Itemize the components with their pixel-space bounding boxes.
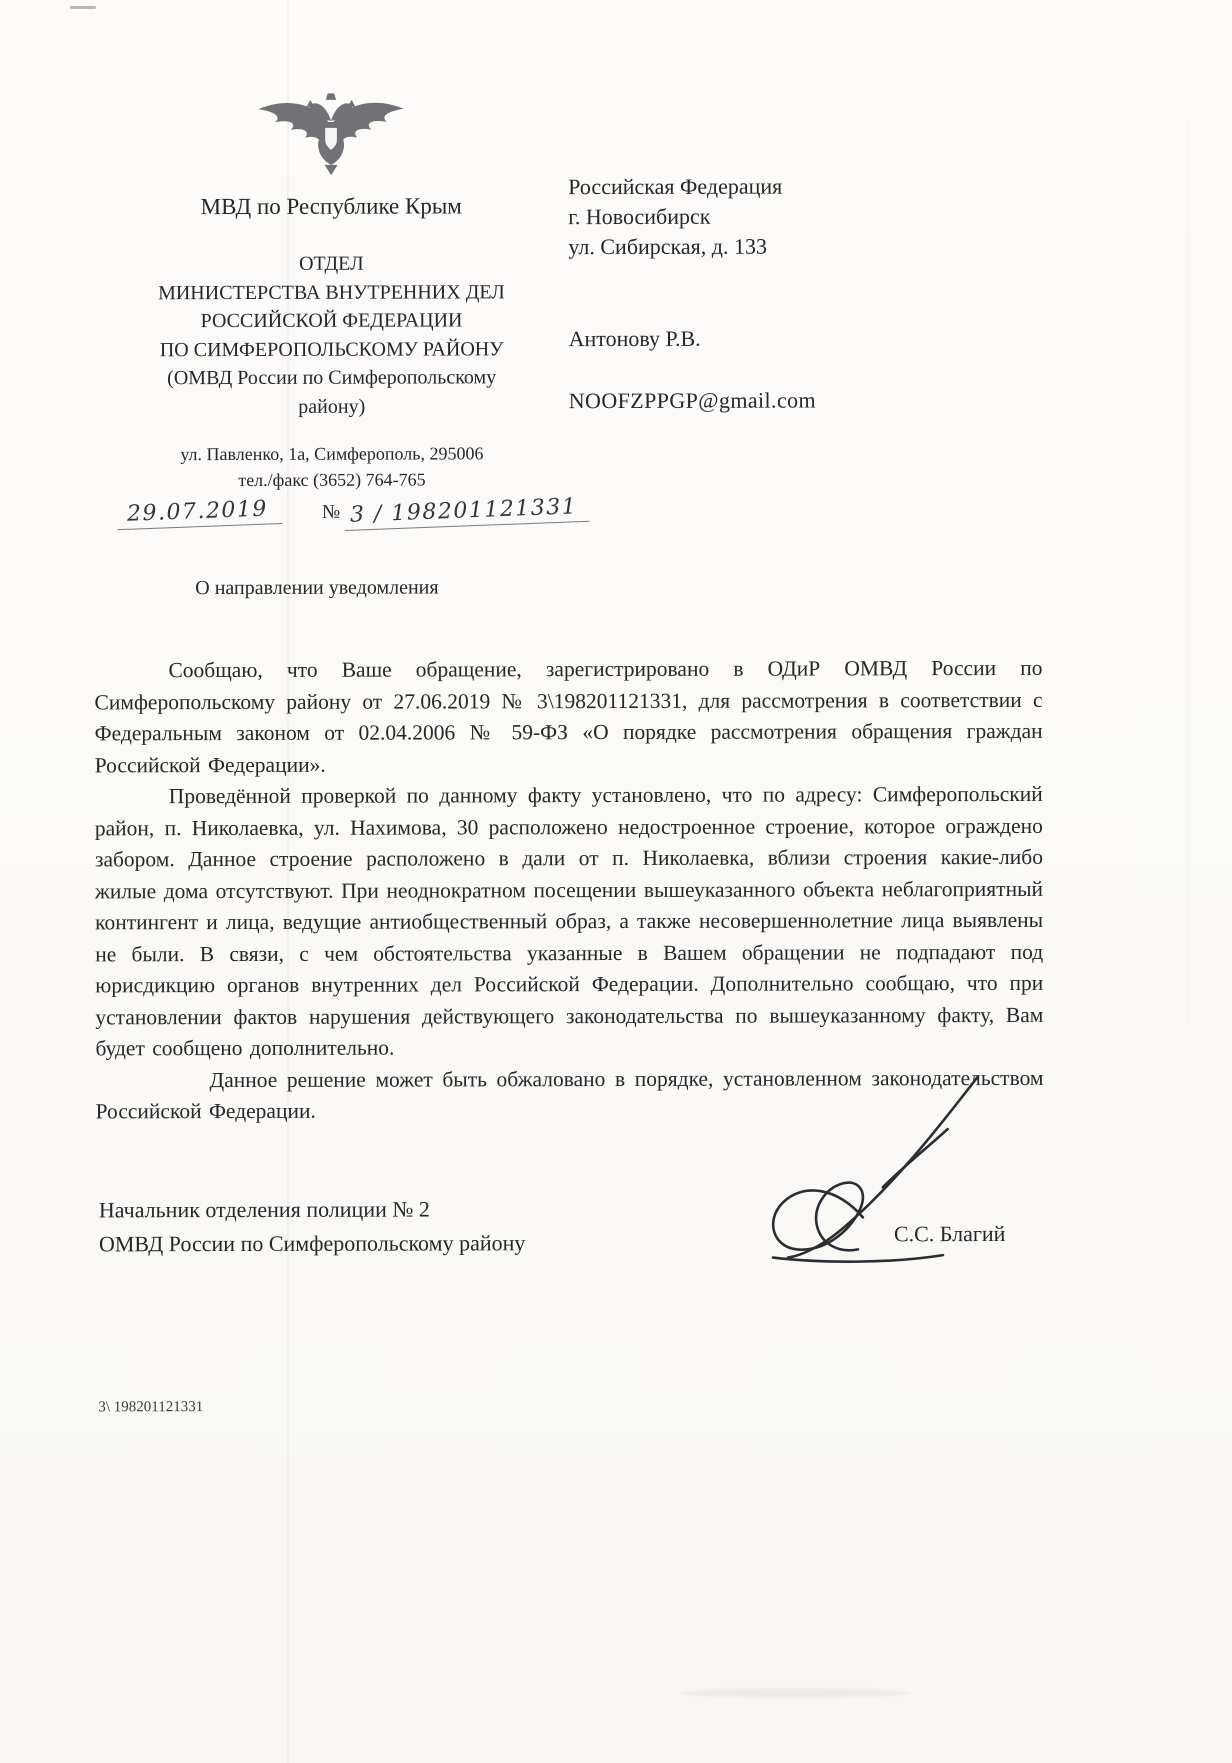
org-line: МИНИСТЕРСТВА ВНУТРЕННИХ ДЕЛ bbox=[158, 280, 505, 304]
org-line: ОТДЕЛ bbox=[299, 252, 364, 275]
recipient-city: г. Новосибирск bbox=[568, 203, 711, 230]
body-paragraph: Сообщаю, что Ваше обращение, зарегистрировано в ОДиР ОМВД России по Симферопольскому району от 27.06.2019 № 3\198201121331, для рассмотрения в соответствии с Федеральным законом от 02.04.2006 № 59-ФЗ «О порядке рассмотрения обращения граждан Российской Федерации». bbox=[94, 655, 1043, 777]
signer-position-line: ОМВД России по Симферопольскому району bbox=[98, 1230, 526, 1257]
org-line: ПО СИМФЕРОПОЛЬСКОМУ РАЙОНУ bbox=[159, 337, 504, 361]
body-paragraph: Данное решение может быть обжаловано в порядке, установленном законодательством Российской Федерации. bbox=[95, 1065, 1044, 1124]
outgoing-ref-row bbox=[117, 494, 578, 528]
mvd-eagle-emblem-icon bbox=[253, 83, 409, 186]
signer-name: С.С. Благий bbox=[893, 1220, 1006, 1247]
footer-reference-number: 3\ 198201121331 bbox=[98, 1399, 204, 1416]
sender-contacts bbox=[117, 440, 547, 493]
recipient-email: NOOFZPPGP@gmail.com bbox=[568, 387, 817, 414]
sender-address: ул. Павленко, 1а, Симферополь, 295006 bbox=[180, 443, 484, 465]
body-paragraph: Проведённой проверкой по данному факту установлено, что по адресу: Симферопольский район, п. Николаевка, ул. Нахимова, 30 расположено недостроенное строение, которое ограждено забором. Данное строение расположено в дали от п. Николаевка, вблизи строения какие-либо жилые дома отсутствуют. При неоднократном посещении вышеуказанного объекта неблагоприятный контингент и лица, ведущие антиобщественный образ, а также несовершеннолетние лица выявлены не были. В связи, с чем обстоятельства указанные в Вашем обращении не подпадают под юрисдикцию органов внутренних дел Российской Федерации. Дополнительно сообщаю, что при установлении фактов нарушения действующего законодательства по вышеуказанному факту, Вам будет сообщено дополнительно. bbox=[94, 781, 1044, 1061]
letter-subject: О направлении уведомления bbox=[195, 576, 439, 600]
signer-position-block bbox=[99, 1192, 526, 1261]
org-line: (ОМВД России по Симферопольскому bbox=[167, 366, 497, 390]
letter-body bbox=[94, 653, 1043, 1128]
signer-position-line: Начальник отделения полиции № 2 bbox=[98, 1196, 430, 1223]
sender-phone: тел./факс (3652) 764-765 bbox=[238, 469, 426, 490]
recipient-country: Российская Федерация bbox=[568, 173, 783, 200]
org-line: РОССИЙСКОЙ ФЕДЕРАЦИИ bbox=[200, 309, 463, 333]
recipient-street: ул. Сибирская, д. 133 bbox=[568, 233, 767, 260]
number-sign-label: № bbox=[321, 501, 341, 523]
handwritten-ref-number: 3 / 198201121331 bbox=[344, 494, 590, 531]
handwritten-date: 29.07.2019 bbox=[117, 496, 283, 530]
recipient-name: Антонову Р.В. bbox=[568, 325, 701, 352]
org-name-full bbox=[116, 249, 546, 421]
handwritten-signature bbox=[742, 1067, 993, 1283]
sender-block bbox=[116, 82, 578, 528]
org-name-short: МВД по Республике Крым bbox=[200, 193, 462, 220]
recipient-block bbox=[568, 171, 1049, 414]
org-line: району) bbox=[298, 395, 366, 418]
